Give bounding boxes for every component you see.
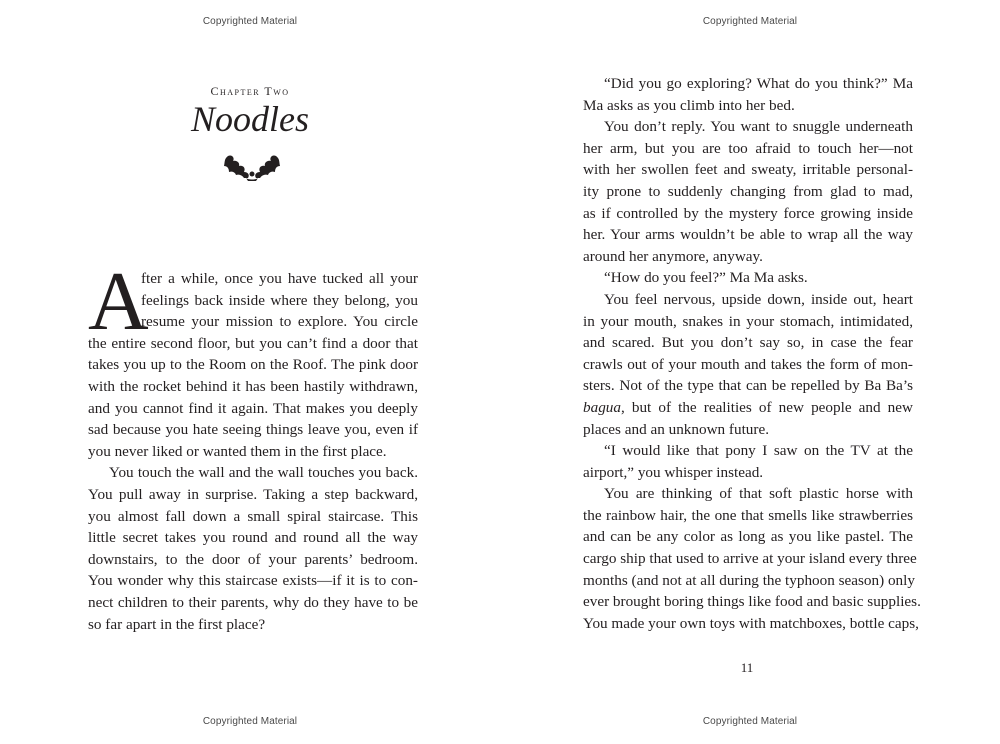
italic-term: bagua [583,398,621,416]
text-line: and can be any color as long as you like pastel. The [583,528,913,546]
text-line: with her swollen feet and sweaty, irritable personal- [583,161,913,179]
text-line: resume your mission to explore. You circle [141,313,418,331]
text-line: You wonder why this staircase exists—if it is to con- [88,572,418,590]
text-line: ever brought boring things like food and basic supplies. [583,593,921,611]
page-number-text: 11 [740,660,754,675]
text-line: Ma asks as you climb into her bed. [583,96,795,114]
text-line: with the rocket behind it has been hastily withdrawn, [88,377,418,395]
text-line: cargo ship that used to arrive at your island every three [583,550,917,568]
copyright-notice-bottom: Copyrighted Material [202,716,298,727]
text-line: her. Your arms wouldn’t be able to wrap all the way [583,226,913,244]
text-line: You don’t reply. You want to snuggle underneath [604,118,913,136]
text-line: sters. Not of the type that can be repelled by Ba Ba’s [583,377,913,395]
text-line: and scared. But you don’t say so, in case the fear [583,334,913,352]
text-line: and you cannot find it again. That makes you deeply [88,399,418,417]
copyright-notice-bottom: Copyrighted Material [702,716,798,727]
drop-cap: A [88,255,149,348]
fleuron-ornament-icon [222,150,282,182]
text-line: sad because you hate seeing things leave you, even if [88,421,418,439]
text-line: months (and not at all during the typhoon season) only [583,571,915,589]
text-line: You are thinking of that soft plastic horse with [604,485,913,503]
text-line: takes you up to the Room on the Roof. The pink door [88,356,418,374]
text-line: you never liked or wanted them in the first place. [88,442,387,460]
text-line: fter a while, once you have tucked all your [141,270,418,287]
right-body-text [583,73,921,634]
text-line: “I would like that pony I saw on the TV at the [604,442,913,460]
text-line: the entire second floor, but you can’t find a door that [88,334,418,352]
copyright-notice-top: Copyrighted Material [202,16,298,27]
text-line: downstairs, to the door of your parents’ bedroom. [88,550,418,568]
text-line: you almost fall down a small spiral staircase. This [88,507,418,525]
left-body-text [88,255,418,635]
text-line: nect children to their parents, why do they have to be [88,593,418,611]
text-line: feelings back inside where they belong, you [141,291,418,309]
text-line: “Did you go exploring? What do you think?” Ma [604,75,913,92]
copyright-notice-top: Copyrighted Material [702,16,798,27]
page-number [500,660,1000,676]
text-line: so far apart in the first place? [88,615,266,633]
text-line: bagua, but of the realities of new people and new [583,398,913,416]
text-line: “How do you feel?” Ma Ma asks. [604,269,808,287]
text-line: as if controlled by the mystery force growing inside [583,204,913,222]
text-line: places and an unknown future. [583,420,769,438]
chapter-label: Chapter Two [210,84,290,98]
text-line: You made your own toys with matchboxes, bottle caps, [583,614,919,632]
text-line: ity prone to suddenly changing from glad to mad, [583,182,913,200]
text-line: the rainbow hair, the one that smells like strawberries [583,506,913,524]
text-line: in your mouth, snakes in your stomach, intimidated, [583,312,913,330]
text-line: around her anymore, anyway. [583,247,763,265]
text-line: little secret takes you round and round all the way [88,529,418,547]
text-line: airport,” you whisper instead. [583,463,764,481]
right-page [500,0,1000,744]
text-line: You touch the wall and the wall touches you back. [109,464,418,482]
text-line: You feel nervous, upside down, inside out, heart [604,290,913,308]
text-line: her arm, but you are too afraid to touch her—not [583,139,913,157]
text-line: crawls out of your mouth and takes the form of mon- [583,355,913,373]
chapter-title: Noodles [190,99,309,139]
text-line: You pull away in surprise. Taking a step backward, [88,485,418,503]
